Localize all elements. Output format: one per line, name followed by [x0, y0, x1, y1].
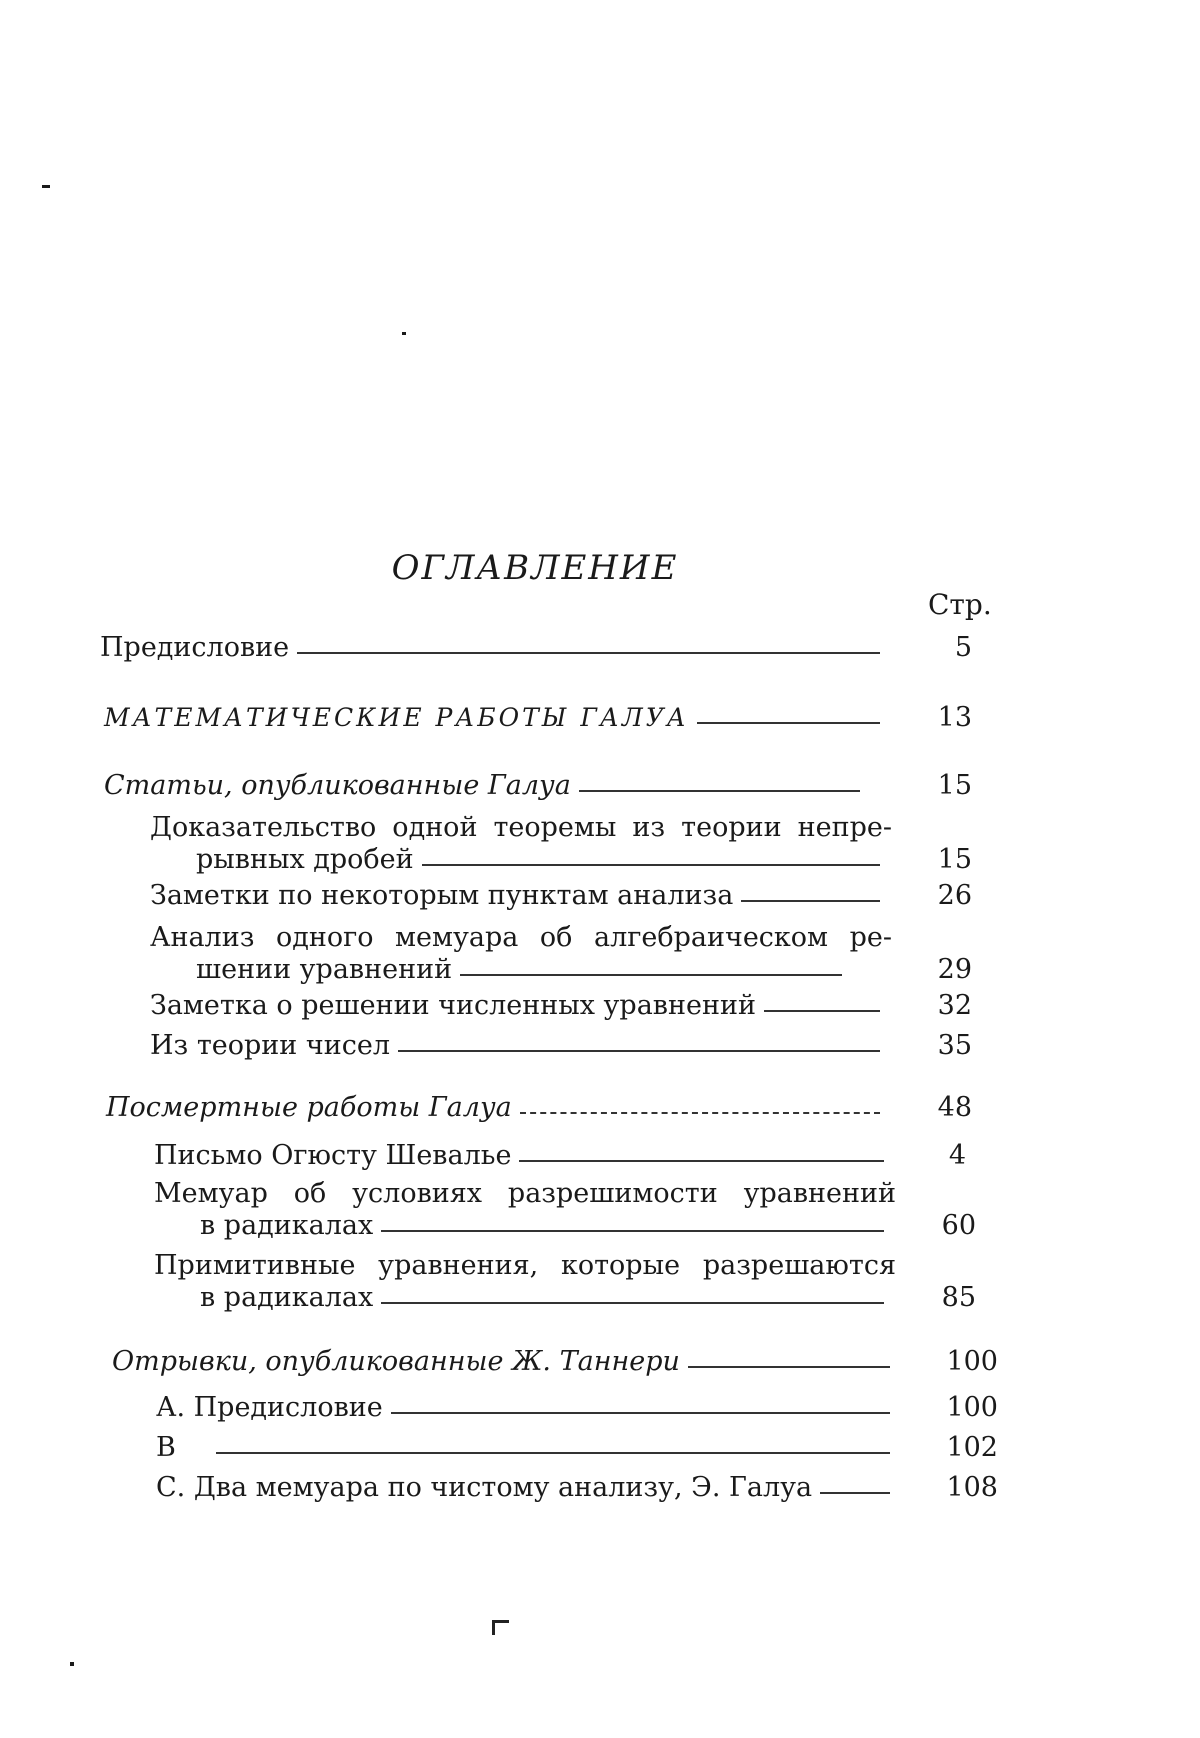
toc-entry-title: Из теории чисел [150, 1030, 390, 1061]
toc-entry-page: 29 [937, 954, 972, 985]
leader-line [391, 1412, 890, 1414]
scan-speck [70, 1662, 74, 1666]
leader-line [520, 1112, 880, 1114]
leader-line [381, 1230, 884, 1232]
toc-entry-title-line2-row [154, 1210, 896, 1242]
toc-entry-title: Предисловие [100, 632, 290, 663]
toc-entry [156, 1432, 998, 1464]
leader-line [216, 1452, 890, 1454]
toc-entry-page: 35 [937, 1030, 972, 1061]
toc-entry-title-line1: Мемуар об условиях разрешимости уравнений [154, 1178, 896, 1209]
toc-entry-title-line2-row [154, 1282, 896, 1314]
leader-line [519, 1160, 884, 1162]
leader-line [579, 790, 860, 792]
leader-line [688, 1366, 890, 1368]
toc-entry [156, 1472, 998, 1504]
toc-entry [154, 1140, 966, 1172]
leader-line [297, 652, 880, 654]
toc-entry-title-line2-row [150, 844, 892, 876]
toc-entry-title-line1: Анализ одного мемуара об алгебраическом ре- [150, 922, 892, 953]
leader-line [741, 900, 880, 902]
toc-section-title: Посмертные работы Галуа [106, 1092, 512, 1123]
toc-section [104, 770, 972, 802]
toc-entry-page: 48 [937, 1092, 972, 1123]
leader-line [697, 722, 880, 724]
toc-entry-title: Заметка о решении численных уравнений [150, 990, 756, 1021]
page-column-label: Стр. [928, 588, 992, 621]
toc-entry-page: 4 [948, 1140, 966, 1171]
leader-line [381, 1302, 884, 1304]
toc-entry-title: А. Предисловие [156, 1392, 383, 1423]
leader-line [422, 864, 880, 866]
scan-speck [402, 332, 406, 335]
toc-entry-page: 60 [941, 1210, 976, 1241]
toc-entry [150, 880, 972, 912]
toc-entry-page: 15 [937, 770, 972, 801]
toc-entry-title: Письмо Огюсту Шевалье [154, 1140, 512, 1171]
toc-entry-title-line2: шении уравнений [196, 954, 453, 985]
toc-entry-title-line2: рывных дробей [196, 844, 414, 875]
toc-section [104, 702, 972, 734]
toc-entry-page: 5 [954, 632, 972, 663]
toc-entry-page: 100 [946, 1392, 998, 1423]
scan-speck [42, 185, 50, 188]
toc-section [106, 1092, 972, 1124]
toc-entry [100, 632, 972, 664]
toc-section-title: МАТЕМАТИЧЕСКИЕ РАБОТЫ ГАЛУА [104, 703, 689, 732]
toc-entry [156, 1392, 998, 1424]
toc-entry-title: Заметки по некоторым пунктам анализа [150, 880, 734, 911]
toc-entry [154, 1250, 976, 1314]
toc-entry [154, 1178, 976, 1242]
toc-title: ОГЛАВЛЕНИЕ [391, 548, 679, 588]
toc-entry-title-line1: Примитивные уравнения, которые разрешаются [154, 1250, 896, 1281]
toc-entry-page: 32 [937, 990, 972, 1021]
page-mark [492, 1620, 509, 1635]
toc-entry-title-line1: Доказательство одной теоремы из теории непре- [150, 812, 892, 843]
toc-entry [150, 922, 972, 986]
toc-entry [150, 1030, 972, 1062]
toc-entry-page: 108 [946, 1472, 998, 1503]
toc-entry-title: В [156, 1432, 176, 1463]
toc-entry-page: 100 [946, 1346, 998, 1377]
toc-entry-title-line2: в радикалах [200, 1282, 374, 1313]
toc-entry-page: 102 [946, 1432, 998, 1463]
toc-entry-page: 26 [937, 880, 972, 911]
leader-line [460, 974, 842, 976]
toc-entry [150, 990, 972, 1022]
leader-line [398, 1050, 880, 1052]
toc-section-title: Отрывки, опубликованные Ж. Таннери [112, 1346, 680, 1377]
toc-entry-title: С. Два мемуара по чистому анализу, Э. Галуа [156, 1472, 813, 1503]
toc-entry [150, 812, 972, 876]
toc-entry-page: 13 [937, 702, 972, 733]
toc-entry-title-line2: в радикалах [200, 1210, 374, 1241]
leader-line [820, 1492, 890, 1494]
toc-section-title: Статьи, опубликованные Галуа [104, 770, 571, 801]
toc-section [112, 1346, 998, 1378]
toc-entry-page: 85 [941, 1282, 976, 1313]
leader-line [764, 1010, 880, 1012]
toc-entry-title-line2-row [150, 954, 892, 986]
toc-entry-page: 15 [937, 844, 972, 875]
